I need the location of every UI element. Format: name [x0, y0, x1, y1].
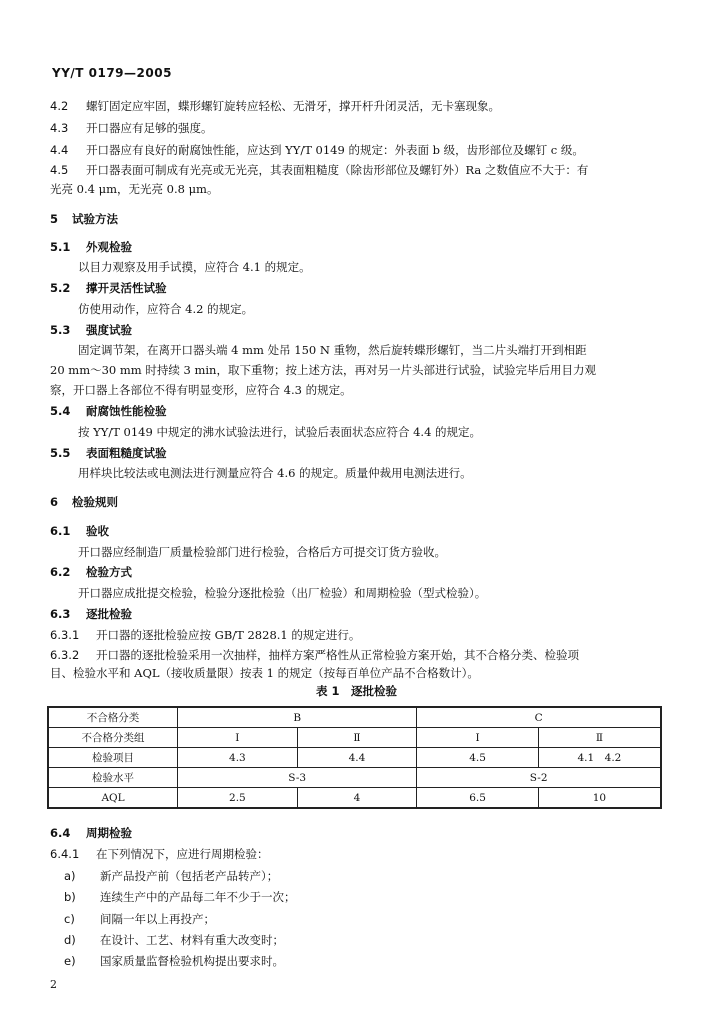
clause-5-2-heading: [50, 281, 660, 295]
list-text: 新产品投产前（包括老产品转产）；: [100, 869, 279, 883]
clause-6-1-heading: [50, 524, 660, 538]
clause-number: 5.4: [50, 404, 71, 418]
clause-title: 周期检验: [86, 826, 132, 840]
table-cell: B: [178, 707, 417, 728]
clause-6-1-text: 开口器应经制造厂质量检验部门进行检验，合格后方可提交订货方验收。: [78, 545, 446, 559]
table-row: [48, 788, 661, 809]
table-cell: Ⅰ: [178, 728, 298, 748]
table-row: [48, 707, 661, 728]
clause-5-3-heading: [50, 323, 660, 337]
list-item-d: [64, 933, 674, 947]
clause-title: 验收: [86, 524, 109, 538]
clause-number: 5.3: [50, 323, 71, 337]
list-item-b: [64, 890, 674, 904]
clause-text: 在下列情况下，应进行周期检验：: [96, 847, 269, 861]
clause-5-4-heading: [50, 404, 660, 418]
clause-4-4: [50, 143, 660, 157]
table-cell: S-2: [417, 768, 661, 788]
clause-6-3-2: [50, 648, 660, 662]
clause-title: 撑开灵活性试验: [86, 281, 167, 295]
table-cell: 4.4: [297, 748, 417, 768]
clause-5-3-text-3: 察，开口器上各部位不得有明显变形，应符合 4.3 的规定。: [50, 383, 352, 397]
page-number: 2: [50, 978, 57, 991]
clause-title: 逐批检验: [86, 607, 132, 621]
clause-title: 耐腐蚀性能检验: [86, 404, 167, 418]
section-title: 检验规则: [72, 495, 118, 509]
list-text: 在设计、工艺、材料有重大改变时；: [100, 933, 284, 947]
clause-number: 6.4: [50, 826, 71, 840]
table-cell: S-3: [178, 768, 417, 788]
clause-5-4-text: 按 YY/T 0149 中规定的沸水试验法进行，试验后表面状态应符合 4.4 的规定。: [78, 425, 482, 439]
clause-6-3-1: [50, 628, 660, 642]
clause-text: 开口器的逐批检验应按 GB/T 2828.1 的规定进行。: [96, 628, 361, 642]
row-label: 检验项目: [48, 748, 178, 768]
table-cell: Ⅱ: [538, 728, 661, 748]
clause-number: 6.3.2: [50, 648, 80, 662]
table-cell: Ⅰ: [417, 728, 539, 748]
clause-6-3-heading: [50, 607, 660, 621]
clause-number: 6.2: [50, 565, 71, 579]
clause-6-3-2-cont: 目、检验水平和 AQL（接收质量限）按表 1 的规定（按每百单位产品不合格数计）。: [50, 666, 479, 680]
clause-number: 4.3: [50, 121, 69, 135]
list-marker: e): [64, 954, 76, 968]
clause-6-2-heading: [50, 565, 660, 579]
list-marker: d): [64, 933, 76, 947]
table-row: [48, 768, 661, 788]
clause-number: 6.1: [50, 524, 71, 538]
clause-5-1-text: 以目力观察及用手试摸，应符合 4.1 的规定。: [78, 260, 311, 274]
list-item-e: [64, 954, 674, 968]
clause-5-3-text-1: 固定调节架，在离开口器头端 4 mm 处吊 150 N 重物，然后旋转蝶形螺钉，当二片头端打开到相距: [78, 343, 587, 357]
section-5-heading: [50, 212, 660, 226]
clause-4-2: [50, 99, 660, 113]
clause-5-3-text-2: 20 mm～30 mm 时持续 3 min，取下重物；按上述方法，再对另一片头部进行试验，试验完毕后用目力观: [50, 363, 596, 377]
section-number: 6: [50, 495, 59, 509]
table-cell: 4: [297, 788, 417, 809]
clause-number: 4.4: [50, 143, 69, 157]
clause-text: 开口器应有良好的耐腐蚀性能，应达到 YY/T 0149 的规定：外表面 b 级，齿形部位及螺钉 c 级。: [86, 143, 584, 157]
clause-5-5-text: 用样块比较法或电测法进行测量应符合 4.6 的规定。质量仲裁用电测法进行。: [78, 466, 472, 480]
clause-text: 开口器表面可制成有光亮或无光亮，其表面粗糙度（除齿形部位及螺钉外）Ra 之数值应不大于：有: [86, 163, 589, 177]
table-cell: 4.5: [417, 748, 539, 768]
clause-number: 6.3: [50, 607, 71, 621]
list-marker: c): [64, 912, 75, 926]
clause-number: 6.4.1: [50, 847, 80, 861]
section-number: 5: [50, 212, 59, 226]
clause-4-5-cont: 光亮 0.4 μm，无光亮 0.8 μm。: [50, 182, 219, 196]
list-item-c: [64, 912, 674, 926]
clause-6-4-1: [50, 847, 660, 861]
row-label: 不合格分类: [48, 707, 178, 728]
clause-number: 5.5: [50, 446, 71, 460]
section-title: 试验方法: [72, 212, 118, 226]
clause-title: 检验方式: [86, 565, 132, 579]
clause-title: 外观检验: [86, 240, 132, 254]
clause-text: 开口器的逐批检验采用一次抽样，抽样方案严格性从正常检验方案开始，其不合格分类、检验项: [96, 648, 579, 662]
standard-code: YY/T 0179—2005: [52, 66, 172, 80]
clause-title: 表面粗糙度试验: [86, 446, 167, 460]
table-cell: Ⅱ: [297, 728, 417, 748]
clause-6-2-text: 开口器应成批提交检验，检验分逐批检验（出厂检验）和周期检验（型式检验）。: [78, 586, 487, 600]
list-marker: b): [64, 890, 76, 904]
clause-4-3: [50, 121, 660, 135]
table-cell: 6.5: [417, 788, 539, 809]
clause-5-1-heading: [50, 240, 660, 254]
clause-text: 螺钉固定应牢固，蝶形螺钉旋转应轻松、无滑牙，撑开杆升闭灵活，无卡塞现象。: [86, 99, 500, 113]
batch-inspection-table: [47, 706, 662, 809]
list-text: 间隔一年以上再投产；: [100, 912, 215, 926]
clause-6-4-heading: [50, 826, 660, 840]
row-label: AQL: [48, 788, 178, 809]
clause-number: 6.3.1: [50, 628, 80, 642]
row-label: 不合格分类组: [48, 728, 178, 748]
clause-title: 强度试验: [86, 323, 132, 337]
table-cell: 4.1 4.2: [538, 748, 661, 768]
list-item-a: [64, 869, 674, 883]
list-text: 连续生产中的产品每二年不少于一次；: [100, 890, 296, 904]
clause-text: 开口器应有足够的强度。: [86, 121, 213, 135]
table-cell: 10: [538, 788, 661, 809]
clause-number: 4.5: [50, 163, 69, 177]
table-cell: 4.3: [178, 748, 298, 768]
clause-number: 5.2: [50, 281, 71, 295]
table-cell: C: [417, 707, 661, 728]
section-6-heading: [50, 495, 660, 509]
clause-number: 4.2: [50, 99, 69, 113]
table-caption: 表 1 逐批检验: [315, 684, 397, 698]
clause-5-5-heading: [50, 446, 660, 460]
list-text: 国家质量监督检验机构提出要求时。: [100, 954, 284, 968]
list-marker: a): [64, 869, 76, 883]
table-row: [48, 728, 661, 748]
table-cell: 2.5: [178, 788, 298, 809]
table-row: [48, 748, 661, 768]
clause-5-2-text: 仿使用动作，应符合 4.2 的规定。: [78, 302, 254, 316]
row-label: 检验水平: [48, 768, 178, 788]
clause-4-5: [50, 163, 660, 177]
clause-number: 5.1: [50, 240, 71, 254]
